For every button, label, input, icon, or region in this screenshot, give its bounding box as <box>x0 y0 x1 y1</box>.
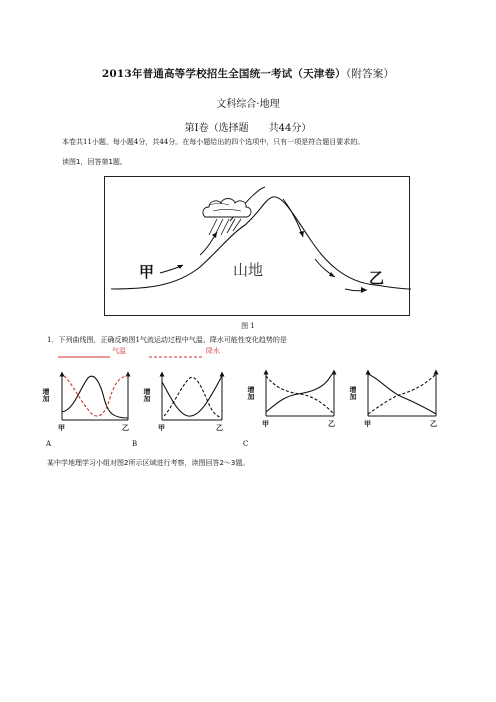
option-b-y-label: 增加 <box>143 388 151 402</box>
option-b-precipitation-curve <box>164 377 222 418</box>
option-b-chart <box>143 374 223 432</box>
airflow-arrowhead-right <box>361 287 367 293</box>
instructions-intro: 本卷共11小题，每小题4分，共44分。在每小题给出的四个选项中，只有一项是符合题目要求的。 <box>62 138 365 146</box>
option-d-chart <box>349 372 437 428</box>
option-c-chart <box>247 372 335 428</box>
option-c-y-label: 增加 <box>247 386 255 400</box>
read-figure-2-prompt: 某中学地理学习小组对图2所示区域进行考察，读图回答2～3题。 <box>47 459 250 467</box>
option-a-x-start: 甲 <box>58 424 65 432</box>
airflow-arrowhead-downslope <box>299 231 304 237</box>
figure-1-caption: 图 1 <box>241 322 255 330</box>
question-1-option-charts <box>44 368 450 438</box>
option-a-letter: A <box>46 440 52 448</box>
figure-1-diagram <box>105 177 411 317</box>
exam-title-main: 2013年普通高等学校招生全国统一考试（天津卷） <box>101 68 346 80</box>
option-b-x-end: 乙 <box>216 424 223 432</box>
option-c-letter: C <box>243 440 249 448</box>
figure-1-frame <box>104 176 410 316</box>
figure-1-label-yi: 乙 <box>369 269 385 287</box>
option-d-x-start: 甲 <box>364 420 371 428</box>
option-c-x-end: 乙 <box>328 420 335 428</box>
cloud-icon <box>203 199 251 218</box>
option-a-x-end: 乙 <box>122 424 129 432</box>
legend-precipitation-label: 降水 <box>206 347 220 355</box>
option-c-precipitation-curve <box>266 376 334 414</box>
option-d-x-end: 乙 <box>430 420 437 428</box>
option-d-y-label: 增加 <box>349 386 357 400</box>
option-c-temperature-curve <box>266 372 334 412</box>
figure-1-label-shandi: 山地 <box>233 261 264 279</box>
option-a-temperature-curve <box>62 376 128 418</box>
section-heading: 第Ⅰ卷（选择题 共44分） <box>184 123 312 134</box>
exam-title <box>0 66 496 81</box>
exam-title-note: （附答案） <box>345 68 395 80</box>
option-c-x-start: 甲 <box>262 420 269 428</box>
question-1-legend <box>58 346 238 360</box>
read-figure-1-prompt: 读图1，回答第1题。 <box>62 158 127 166</box>
option-d-temperature-curve <box>368 374 436 414</box>
legend-temperature-label: 气温 <box>112 347 126 355</box>
option-b-x-start: 甲 <box>158 424 165 432</box>
subject-line: 文科综合·地理 <box>216 99 280 110</box>
option-a-precipitation-curve <box>64 376 128 416</box>
option-a-y-label: 增加 <box>42 388 50 402</box>
option-b-letter: B <box>132 440 138 448</box>
option-a-chart <box>42 374 129 432</box>
question-1-text: 1．下列曲线图，正确反映图1气流运动过程中气温、降水可能性变化趋势的是 <box>47 336 287 344</box>
option-b-temperature-curve <box>162 376 222 416</box>
figure-1-label-jia: 甲 <box>139 263 155 281</box>
